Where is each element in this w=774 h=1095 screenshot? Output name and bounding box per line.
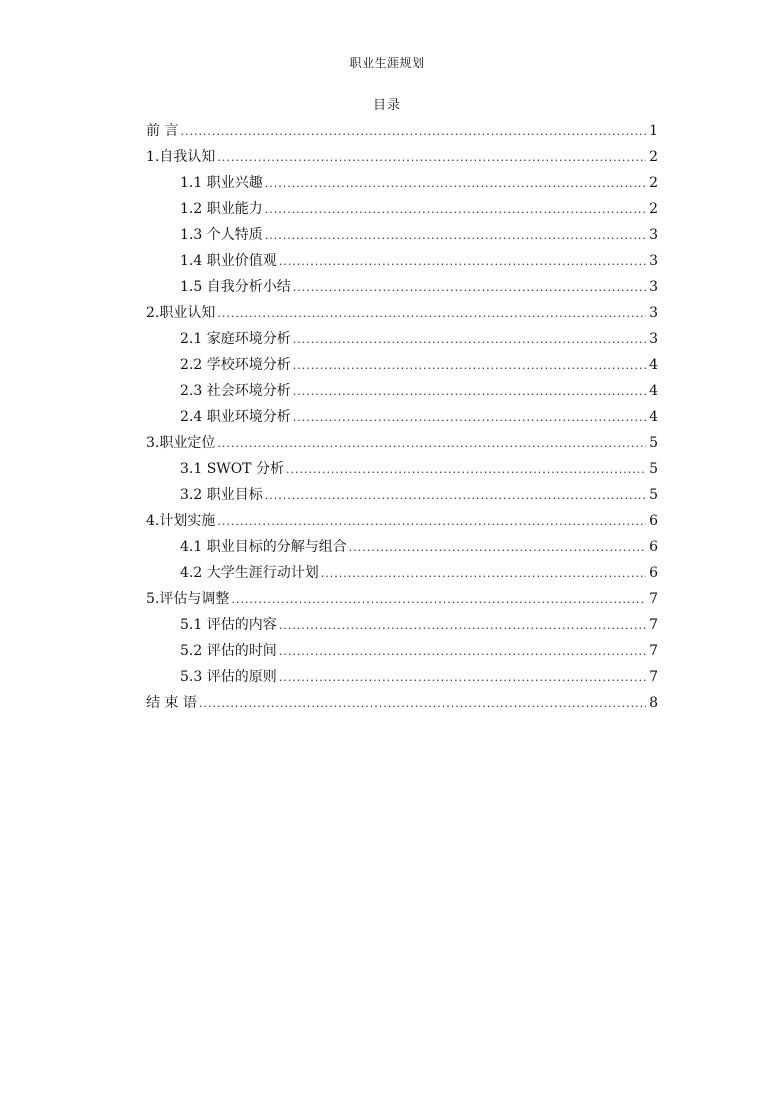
toc-entry[interactable] bbox=[146, 456, 658, 482]
toc-entry[interactable] bbox=[146, 118, 658, 144]
toc-entry[interactable] bbox=[146, 586, 658, 612]
toc-dot-leader bbox=[293, 405, 646, 431]
toc-entry[interactable] bbox=[146, 612, 658, 638]
toc-entry[interactable] bbox=[146, 222, 658, 248]
toc-dot-leader bbox=[265, 483, 646, 509]
toc-dot-leader bbox=[279, 665, 646, 691]
toc-entry-page-number: 6 bbox=[649, 565, 658, 581]
toc-dot-leader bbox=[293, 327, 646, 353]
toc-entry-label: 2.职业认知 bbox=[146, 305, 216, 321]
toc-entry-label: 3.职业定位 bbox=[146, 435, 216, 451]
toc-entry[interactable] bbox=[146, 430, 658, 456]
toc-entry[interactable] bbox=[146, 690, 658, 716]
toc-entry-page-number: 2 bbox=[649, 149, 658, 165]
toc-entry-page-number: 6 bbox=[649, 513, 658, 529]
toc-entry-page-number: 2 bbox=[649, 201, 658, 217]
toc-entry-page-number: 1 bbox=[649, 123, 658, 139]
toc-entry-page-number: 7 bbox=[649, 617, 658, 633]
toc-entry-label: 2.3 社会环境分析 bbox=[180, 383, 291, 399]
toc-entry-page-number: 7 bbox=[649, 591, 658, 607]
toc-entry-page-number: 5 bbox=[649, 461, 658, 477]
toc-entry[interactable] bbox=[146, 274, 658, 300]
toc-dot-leader bbox=[286, 457, 646, 483]
toc-entry-label: 2.4 职业环境分析 bbox=[180, 409, 291, 425]
toc-entry[interactable] bbox=[146, 378, 658, 404]
toc-entry[interactable] bbox=[146, 404, 658, 430]
toc-dot-leader bbox=[279, 613, 646, 639]
toc-entry[interactable] bbox=[146, 482, 658, 508]
toc-entry-page-number: 7 bbox=[649, 669, 658, 685]
toc-entry[interactable] bbox=[146, 638, 658, 664]
toc-title: 目录 bbox=[372, 98, 401, 113]
toc-entry-label: 1.自我认知 bbox=[146, 149, 216, 165]
toc-entry[interactable] bbox=[146, 170, 658, 196]
toc-entry[interactable] bbox=[146, 664, 658, 690]
toc-entry-page-number: 4 bbox=[649, 409, 658, 425]
toc-entry-label: 1.2 职业能力 bbox=[180, 201, 263, 217]
toc-entry[interactable] bbox=[146, 508, 658, 534]
toc-entry-label: 5.3 评估的原则 bbox=[180, 669, 277, 685]
toc-entry-page-number: 6 bbox=[649, 539, 658, 555]
toc-dot-leader bbox=[265, 223, 646, 249]
toc-entry-page-number: 3 bbox=[649, 305, 658, 321]
toc-entry-page-number: 4 bbox=[649, 383, 658, 399]
toc-entry[interactable] bbox=[146, 196, 658, 222]
toc-dot-leader bbox=[293, 275, 646, 301]
toc-entry-page-number: 7 bbox=[649, 643, 658, 659]
toc-dot-leader bbox=[217, 509, 646, 535]
toc-entry-label: 3.1 SWOT 分析 bbox=[180, 461, 284, 477]
toc-dot-leader bbox=[180, 119, 646, 145]
toc-entry-label: 4.1 职业目标的分解与组合 bbox=[180, 539, 347, 555]
toc-entry-page-number: 2 bbox=[649, 175, 658, 191]
page-header: 职业生涯规划 bbox=[349, 56, 425, 70]
toc-dot-leader bbox=[217, 301, 646, 327]
toc-entry-page-number: 3 bbox=[649, 331, 658, 347]
toc-dot-leader bbox=[349, 535, 646, 561]
toc-entry-label: 2.1 家庭环境分析 bbox=[180, 331, 291, 347]
toc-entry-page-number: 3 bbox=[649, 253, 658, 269]
toc-entry-label: 2.2 学校环境分析 bbox=[180, 357, 291, 373]
table-of-contents bbox=[146, 118, 658, 716]
toc-entry[interactable] bbox=[146, 248, 658, 274]
toc-entry[interactable] bbox=[146, 144, 658, 170]
toc-dot-leader bbox=[279, 639, 646, 665]
toc-dot-leader bbox=[279, 249, 646, 275]
toc-entry-label: 1.1 职业兴趣 bbox=[180, 175, 263, 191]
toc-dot-leader bbox=[265, 197, 646, 223]
toc-dot-leader bbox=[217, 145, 646, 171]
toc-entry-page-number: 3 bbox=[649, 279, 658, 295]
toc-entry[interactable] bbox=[146, 534, 658, 560]
toc-entry-page-number: 5 bbox=[649, 487, 658, 503]
toc-entry[interactable] bbox=[146, 326, 658, 352]
toc-dot-leader bbox=[199, 691, 646, 717]
toc-entry-label: 1.4 职业价值观 bbox=[180, 253, 277, 269]
toc-entry-label: 4.2 大学生涯行动计划 bbox=[180, 565, 319, 581]
toc-entry[interactable] bbox=[146, 352, 658, 378]
toc-entry-label: 5.评估与调整 bbox=[146, 591, 230, 607]
toc-dot-leader bbox=[231, 587, 646, 613]
toc-dot-leader bbox=[293, 379, 646, 405]
toc-entry-label: 5.1 评估的内容 bbox=[180, 617, 277, 633]
toc-entry-page-number: 5 bbox=[649, 435, 658, 451]
toc-dot-leader bbox=[265, 171, 646, 197]
toc-entry-label: 4.计划实施 bbox=[146, 513, 216, 529]
toc-entry-label: 结 束 语 bbox=[146, 695, 197, 711]
toc-entry-label: 3.2 职业目标 bbox=[180, 487, 263, 503]
toc-entry-label: 前 言 bbox=[146, 123, 179, 139]
toc-dot-leader bbox=[217, 431, 646, 457]
toc-entry-label: 5.2 评估的时间 bbox=[180, 643, 277, 659]
toc-entry-page-number: 3 bbox=[649, 227, 658, 243]
toc-entry[interactable] bbox=[146, 300, 658, 326]
toc-entry-page-number: 8 bbox=[649, 695, 658, 711]
toc-dot-leader bbox=[293, 353, 646, 379]
toc-dot-leader bbox=[321, 561, 646, 587]
toc-entry-label: 1.5 自我分析小结 bbox=[180, 279, 291, 295]
toc-entry-label: 1.3 个人特质 bbox=[180, 227, 263, 243]
toc-entry-page-number: 4 bbox=[649, 357, 658, 373]
toc-entry[interactable] bbox=[146, 560, 658, 586]
